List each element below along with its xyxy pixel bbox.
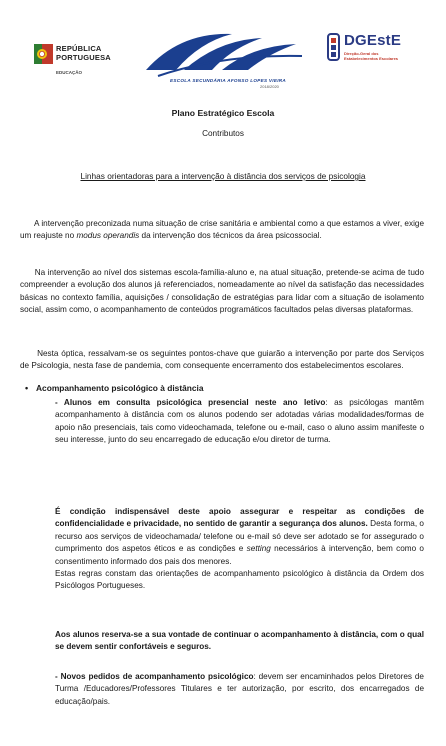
block-confidentiality: É condição indispensável deste apoio assegurar e respeitar as condições de confidencialidade e privacidade, no sentido de garantir a segurança dos alunos. Desta forma, o recurso aos serviços de videochamada/ telefone ou e-mail só deve ser adotado se for assegurado o cumprimento dos aspetos éticos e as condições e setting necessários à intervenção, bem como o consentimento informado dos pais dos menores. Estas regras constam das orientações de acompanhamento psicológico à distância da Ordem dos Psicólogos Portugueses. (55, 507, 424, 591)
school-year: 2018/2020 (260, 84, 279, 89)
bullet-title: Acompanhamento psicológico à distância (36, 383, 204, 393)
block-new-requests: - Novos pedidos de acompanhamento psicológico: devem ser encaminhados pelos Diretores de Turma /Educadores/Professores Titulares e ter autorização, por escrito, dos encarregados de educação/pais. (55, 672, 424, 706)
paragraph-context: Na intervenção ao nível dos sistemas escola-família-aluno e, na atual situação, pretende-se acima de tudo compreender a evolução dos alunos já referenciados, nomeadamente ao nível da satisfação das necessidades básicas no contexto família, aquisições / consolidação de estratégias para lidar com a situação de isolamento social, assim como, o acompanhamento de conteúdos programáticos facultados pelas diversas plataformas. (20, 268, 424, 315)
dgeste-logo (326, 30, 436, 70)
section-title: Linhas orientadoras para a intervenção à distância dos serviços de psicologia (80, 171, 366, 181)
school-logo (140, 26, 308, 90)
paragraph-key-points: Nesta óptica, ressalvam-se os seguintes pontos-chave que guiarão a intervenção por parte dos Serviços de Psicologia, nesta fase de pandemia, com consequente encerramento dos estabelecimentos escolares. (20, 349, 424, 371)
school-name: ESCOLA SECUNDÁRIA AFONSO LOPES VIEIRA (170, 78, 286, 83)
block-current-students: - Alunos em consulta psicológica presencial neste ano letivo: as psicólogas mantêm acompanhamento à distância com os alunos podendo ser adotadas várias modalidades/formas de apoio não presenciais, tais como videochamada, telefone ou e-mail, caso o aluno assim manifeste o seu interesse, junto do seu encarregado de educação e/ou diretor de turma. (55, 398, 424, 445)
coat-of-arms-icon (34, 42, 54, 66)
republica-portuguesa-logo (34, 40, 134, 80)
republica-subtext: EDUCAÇÃO (56, 70, 83, 75)
dgeste-name: DGEstE (344, 32, 402, 49)
block-student-choice: Aos alunos reserva-se a sua vontade de continuar o acompanhamento à distância, com o qual se devem sentir confortáveis e seguros. (55, 630, 424, 652)
document-title: Plano Estratégico Escola (171, 108, 275, 118)
dgeste-emblem-icon (326, 32, 342, 62)
bullet-heading (25, 383, 204, 393)
document-header (0, 0, 446, 100)
bullet-dot: • (25, 383, 29, 393)
school-wave-icon (140, 26, 308, 78)
paragraph-intro: A intervenção preconizada numa situação de crise sanitária e ambiental como a que estamos a viver, exige um reajuste no modus operandis da intervenção dos técnicos da área psicossocial. (20, 219, 424, 241)
republica-text: REPÚBLICA PORTUGUESA (56, 44, 111, 62)
dgeste-subtitle: Direção-Geral dos Estabelecimentos Escolares (344, 51, 399, 61)
document-subtitle: Contributos (202, 129, 244, 138)
